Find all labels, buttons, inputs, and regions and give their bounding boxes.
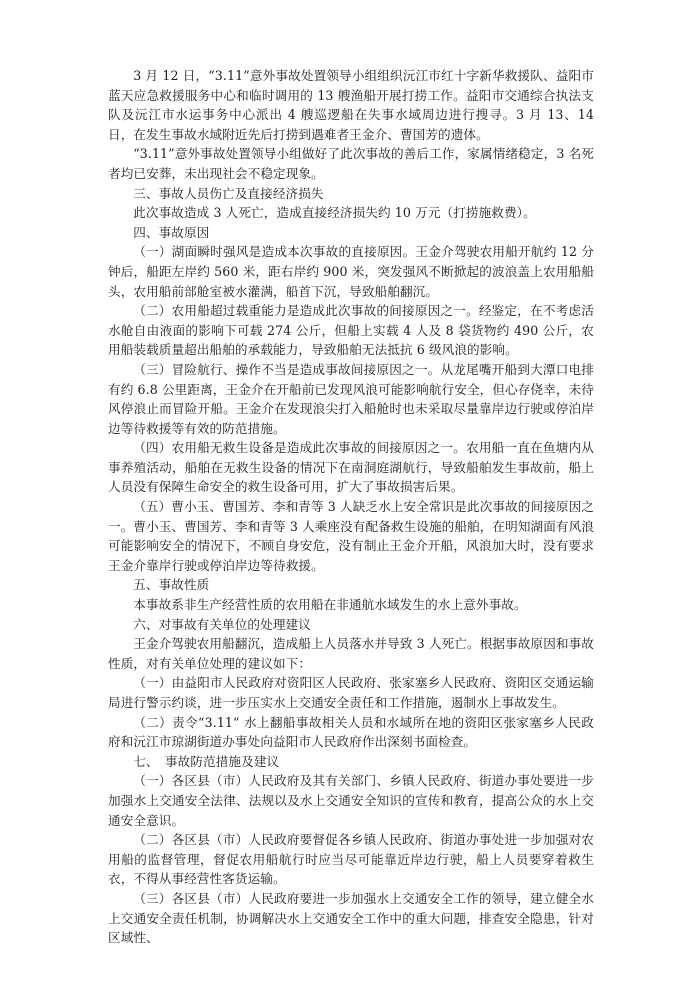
paragraph-cause-5: （五）曹小玉、曹国芳、李和青等 3 人缺乏水上安全常识是此次事故的间接原因之一。曹小玉、曹国芳、李和青等 3 人乘座没有配备救生设施的船舶，在明知湖面有风浪可能影响安全的情况下，不顾自身安危，没有制止王金介开船，风浪加大时，没有要求王金介靠岸行驶或停泊岸边等待救援。 bbox=[108, 499, 594, 573]
paragraph-prevention-1: （一）各区县（市）人民政府及其有关部门、乡镇人民政府、街道办事处要进一步加强水上交通安全法律、法规以及水上交通安全知识的宣传和教育，提高公众的水上交通安全意识。 bbox=[108, 773, 594, 828]
section-heading-casualties: 三、事故人员伤亡及直接经济损失 bbox=[133, 185, 324, 201]
document-body bbox=[108, 66, 594, 948]
section-heading-prevention: 七、 事故防范措施及建议 bbox=[133, 753, 280, 769]
section-heading-nature: 五、事故性质 bbox=[133, 577, 210, 593]
paragraph-cause-1: （一）湖面瞬时强风是造成本次事故的直接原因。王金介驾驶农用船开航约 12 分钟后，船距左岸约 560 米，距右岸约 900 米，突发强风不断掀起的波浪盖上农用船船头，农用船前部舱室被水灌满，船首下沉，导致船舶翻沉。 bbox=[108, 244, 594, 299]
paragraph-prevention-2: （二）各区县（市）人民政府要督促各乡镇人民政府、街道办事处进一步加强对农用船的监督管理，督促农用船航行时应当尽可能靠近岸边行驶，船上人员要穿着救生衣，不得从事经营性客货运输。 bbox=[108, 832, 594, 887]
paragraph-cause-3: （三）冒险航行、操作不当是造成事故间接原因之一。从龙尾嘴开船到大潭口电排有约 6.8 公里距离，王金介在开船前已发现风浪可能影响航行安全，但心存侥幸，未待风停浪止而冒险开船。王金介在发现浪尖打入船舱时也未采取尽量靠岸边行驶或停泊岸边等待救援等有效的防范措施。 bbox=[108, 361, 594, 436]
paragraph-salvage-operation: 3 月 12 日，“3.11”意外事故处置领导小组组织沅江市红十字新华救援队、益阳市蓝天应急救援服务中心和临时调用的 13 艘渔船开展打捞工作。益阳市交通综合执法支队及沅江市水运事务中心派出 4 艘巡逻船在失事水域周边进行搜寻。3 月 13、14 日，在发生事故水域附近先后打捞到遇难者王金介、曹国芳的遗体。 bbox=[108, 68, 594, 142]
paragraph-cause-2: （二）农用船超过载重能力是造成此次事故的间接原因之一。经鉴定，在不考虑活水舱自由液面的影响下可载 274 公斤，但船上实载 4 人及 8 袋货物约 490 公斤，农用船装载质量超出船舶的承载能力，导致船舶无法抵抗 6 级风浪的影响。 bbox=[108, 303, 594, 358]
paragraph-prevention-3: （三）各区县（市）人民政府要进一步加强水上交通安全工作的领导，建立健全水上交通安全责任机制，协调解决水上交通安全工作中的重大问题，排查安全隐患，针对区域性、 bbox=[108, 890, 594, 946]
paragraph-handling-1: （一）由益阳市人民政府对资阳区人民政府、张家塞乡人民政府、资阳区交通运输局进行警示约谈，进一步压实水上交通安全责任和工作措施，遏制水上事故发生。 bbox=[108, 675, 594, 710]
paragraph-nature: 本事故系非生产经营性质的农用船在非通航水域发生的水上意外事故。 bbox=[133, 597, 527, 613]
paragraph-handling-2: （二）责令“3.11” 水上翻船事故相关人员和水域所在地的资阳区张家塞乡人民政府和沅江市琼湖街道办事处向益阳市人民政府作出深刻书面检查。 bbox=[108, 714, 594, 750]
paragraph-casualties: 此次事故造成 3 人死亡，造成直接经济损失约 10 万元（打捞施救费）。 bbox=[133, 205, 536, 221]
section-heading-handling: 六、对事故有关单位的处理建议 bbox=[133, 616, 311, 632]
paragraph-cause-4: （四）农用船无救生设备是造成此次事故的间接原因之一。农用船一直在鱼塘内从事养殖活动，船舶在无救生设备的情况下在南洞庭湖航行，导致船舶发生事故前，船上人员没有保障生命安全的救生设备可用，扩大了事故损害后果。 bbox=[108, 440, 594, 495]
section-heading-causes: 四、事故原因 bbox=[133, 224, 210, 240]
paragraph-handling-intro: 王金介驾驶农用船翻沉，造成船上人员落水并导致 3 人死亡。根据事故原因和事故性质，对有关单位处理的建议如下： bbox=[108, 636, 594, 671]
paragraph-aftermath: “3.11”意外事故处置领导小组做好了此次事故的善后工作，家属情绪稳定，3 名死者均已安葬，未出现社会不稳定现象。 bbox=[108, 146, 594, 181]
